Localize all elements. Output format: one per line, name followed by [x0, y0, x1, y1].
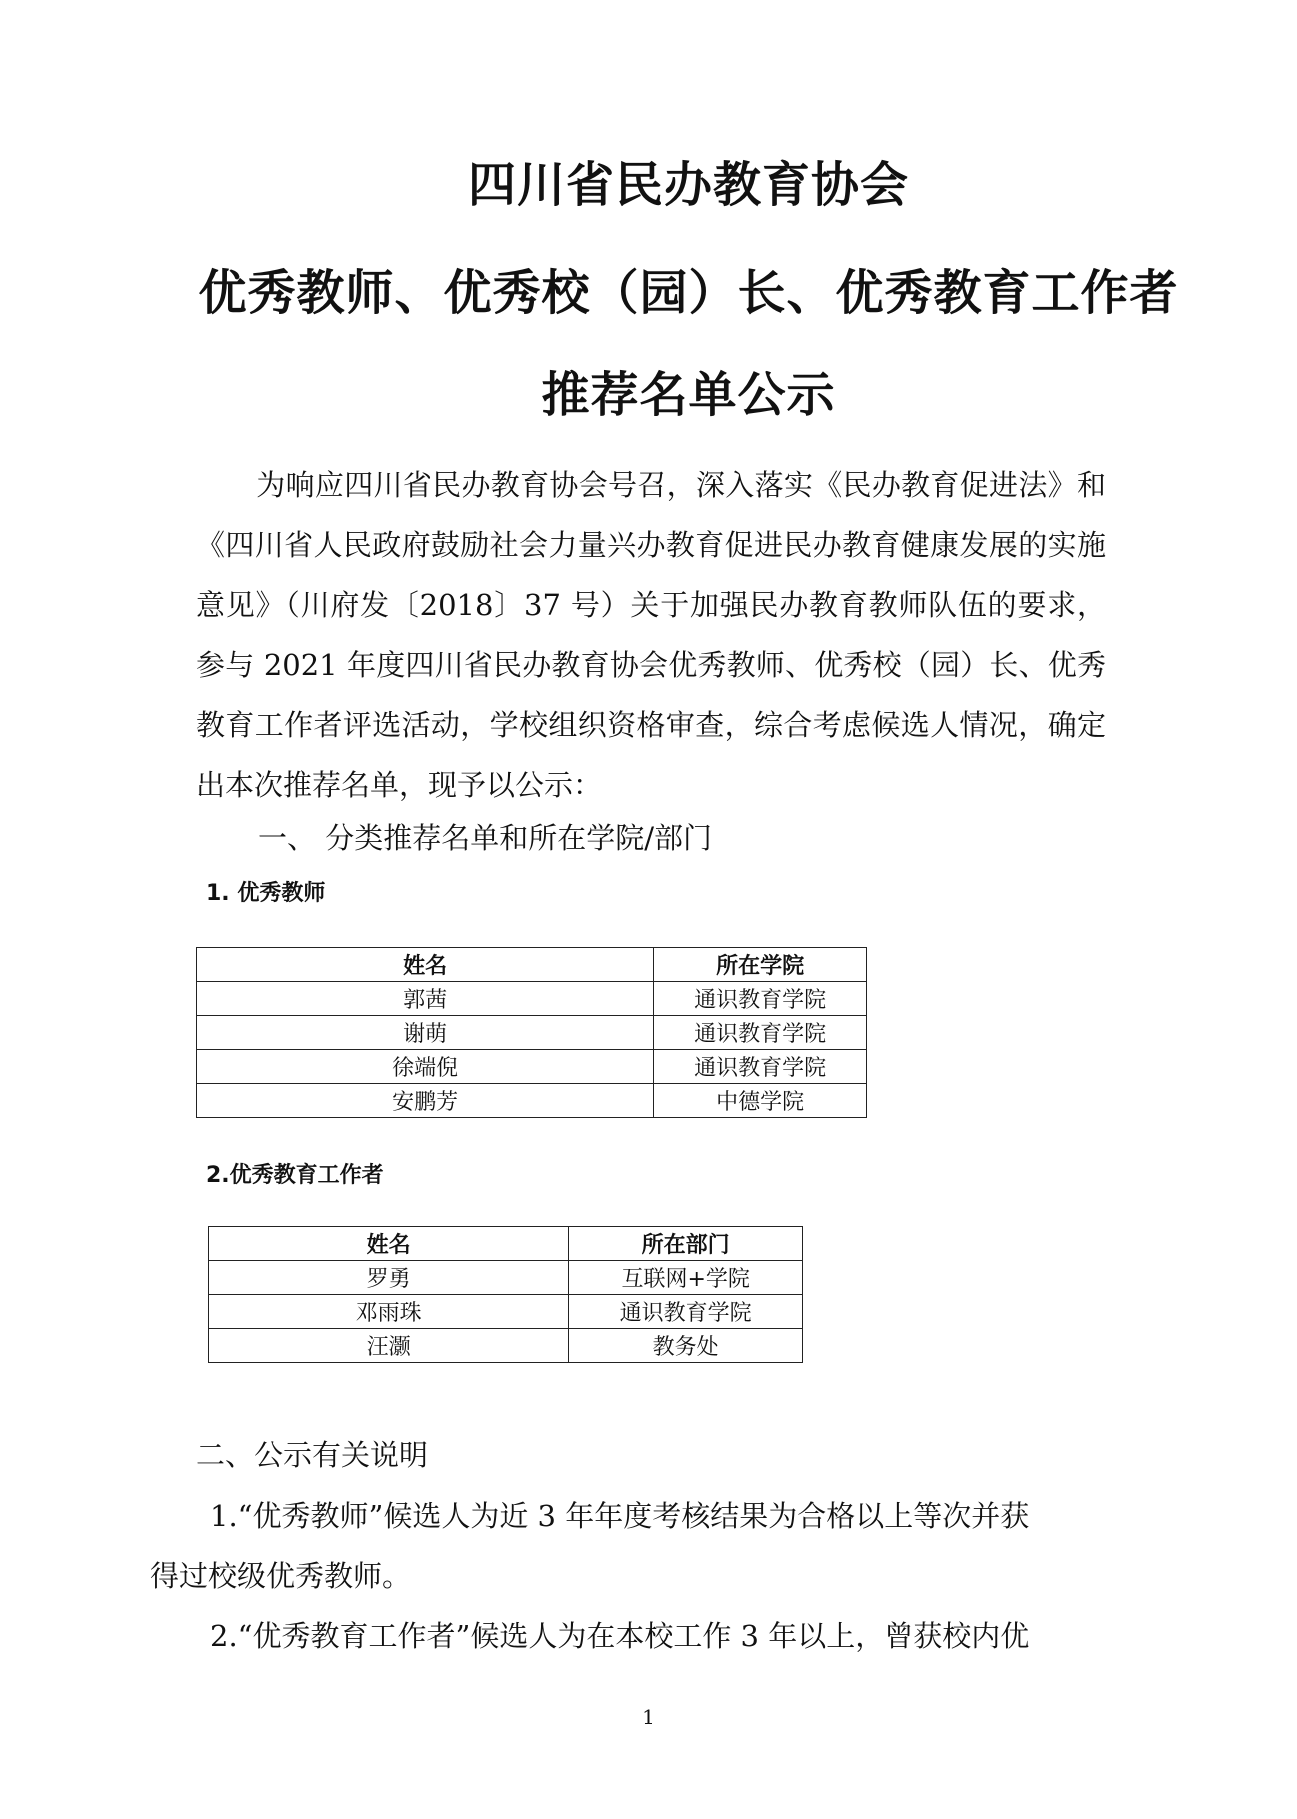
department-cell: 互联网+学院 — [569, 1261, 803, 1295]
department-cell: 教务处 — [569, 1329, 803, 1363]
workers-table — [208, 1226, 803, 1363]
name-cell: 汪灏 — [209, 1329, 569, 1363]
college-cell: 通识教育学院 — [654, 1050, 867, 1084]
department-cell: 通识教育学院 — [569, 1295, 803, 1329]
column-header: 所在学院 — [654, 948, 867, 982]
document-title-line2: 优秀教师、优秀校（园）长、优秀教育工作者 — [198, 265, 1179, 321]
note2-line1: 2.“优秀教育工作者”候选人为在本校工作 3 年以上，曾获校内优 — [210, 1619, 1030, 1653]
name-cell: 徐端倪 — [197, 1050, 654, 1084]
document-title-line1: 四川省民办教育协会 — [467, 157, 909, 213]
column-header: 姓名 — [209, 1227, 569, 1261]
name-cell: 郭茜 — [197, 982, 654, 1016]
table-row — [197, 1084, 867, 1118]
table-row — [197, 982, 867, 1016]
name-cell: 邓雨珠 — [209, 1295, 569, 1329]
intro-paragraph — [196, 455, 1106, 815]
section2-heading: 二、公示有关说明 — [196, 1438, 429, 1472]
teachers-table — [196, 947, 867, 1118]
table-row — [209, 1329, 803, 1363]
table-row — [209, 1261, 803, 1295]
section1-heading: 一、 分类推荐名单和所在学院/部门 — [258, 821, 712, 855]
college-cell: 通识教育学院 — [654, 1016, 867, 1050]
workers-heading: 2.优秀教育工作者 — [206, 1163, 384, 1188]
table-header-row — [209, 1227, 803, 1261]
college-cell: 中德学院 — [654, 1084, 867, 1118]
name-cell: 罗勇 — [209, 1261, 569, 1295]
page-number: 1 — [642, 1705, 655, 1729]
document-title-line3: 推荐名单公示 — [541, 367, 836, 423]
name-cell: 谢萌 — [197, 1016, 654, 1050]
table-row — [209, 1295, 803, 1329]
teachers-heading: 1. 优秀教师 — [206, 881, 326, 906]
column-header: 所在部门 — [569, 1227, 803, 1261]
note1-line2: 得过校级优秀教师。 — [150, 1559, 412, 1593]
table-row — [197, 1050, 867, 1084]
intro-text: 为响应四川省民办教育协会号召，深入落实《民办教育促进法》和《四川省人民政府鼓励社会力量兴办教育促进民办教育健康发展的实施意见》（川府发〔2018〕37 号）关于加强民办教育教师队伍的要求，参与 2021 年度四川省民办教育协会优秀教师、优秀校（园）长、优秀教育工作者评选活动，学校组织资格审查，综合考虑候选人情况，确定出本次推荐名单，现予以公示： — [196, 468, 1106, 802]
table-header-row — [197, 948, 867, 982]
note1-line1: 1.“优秀教师”候选人为近 3 年年度考核结果为合格以上等次并获 — [210, 1499, 1030, 1533]
column-header: 姓名 — [197, 948, 654, 982]
college-cell: 通识教育学院 — [654, 982, 867, 1016]
table-row — [197, 1016, 867, 1050]
name-cell: 安鹏芳 — [197, 1084, 654, 1118]
